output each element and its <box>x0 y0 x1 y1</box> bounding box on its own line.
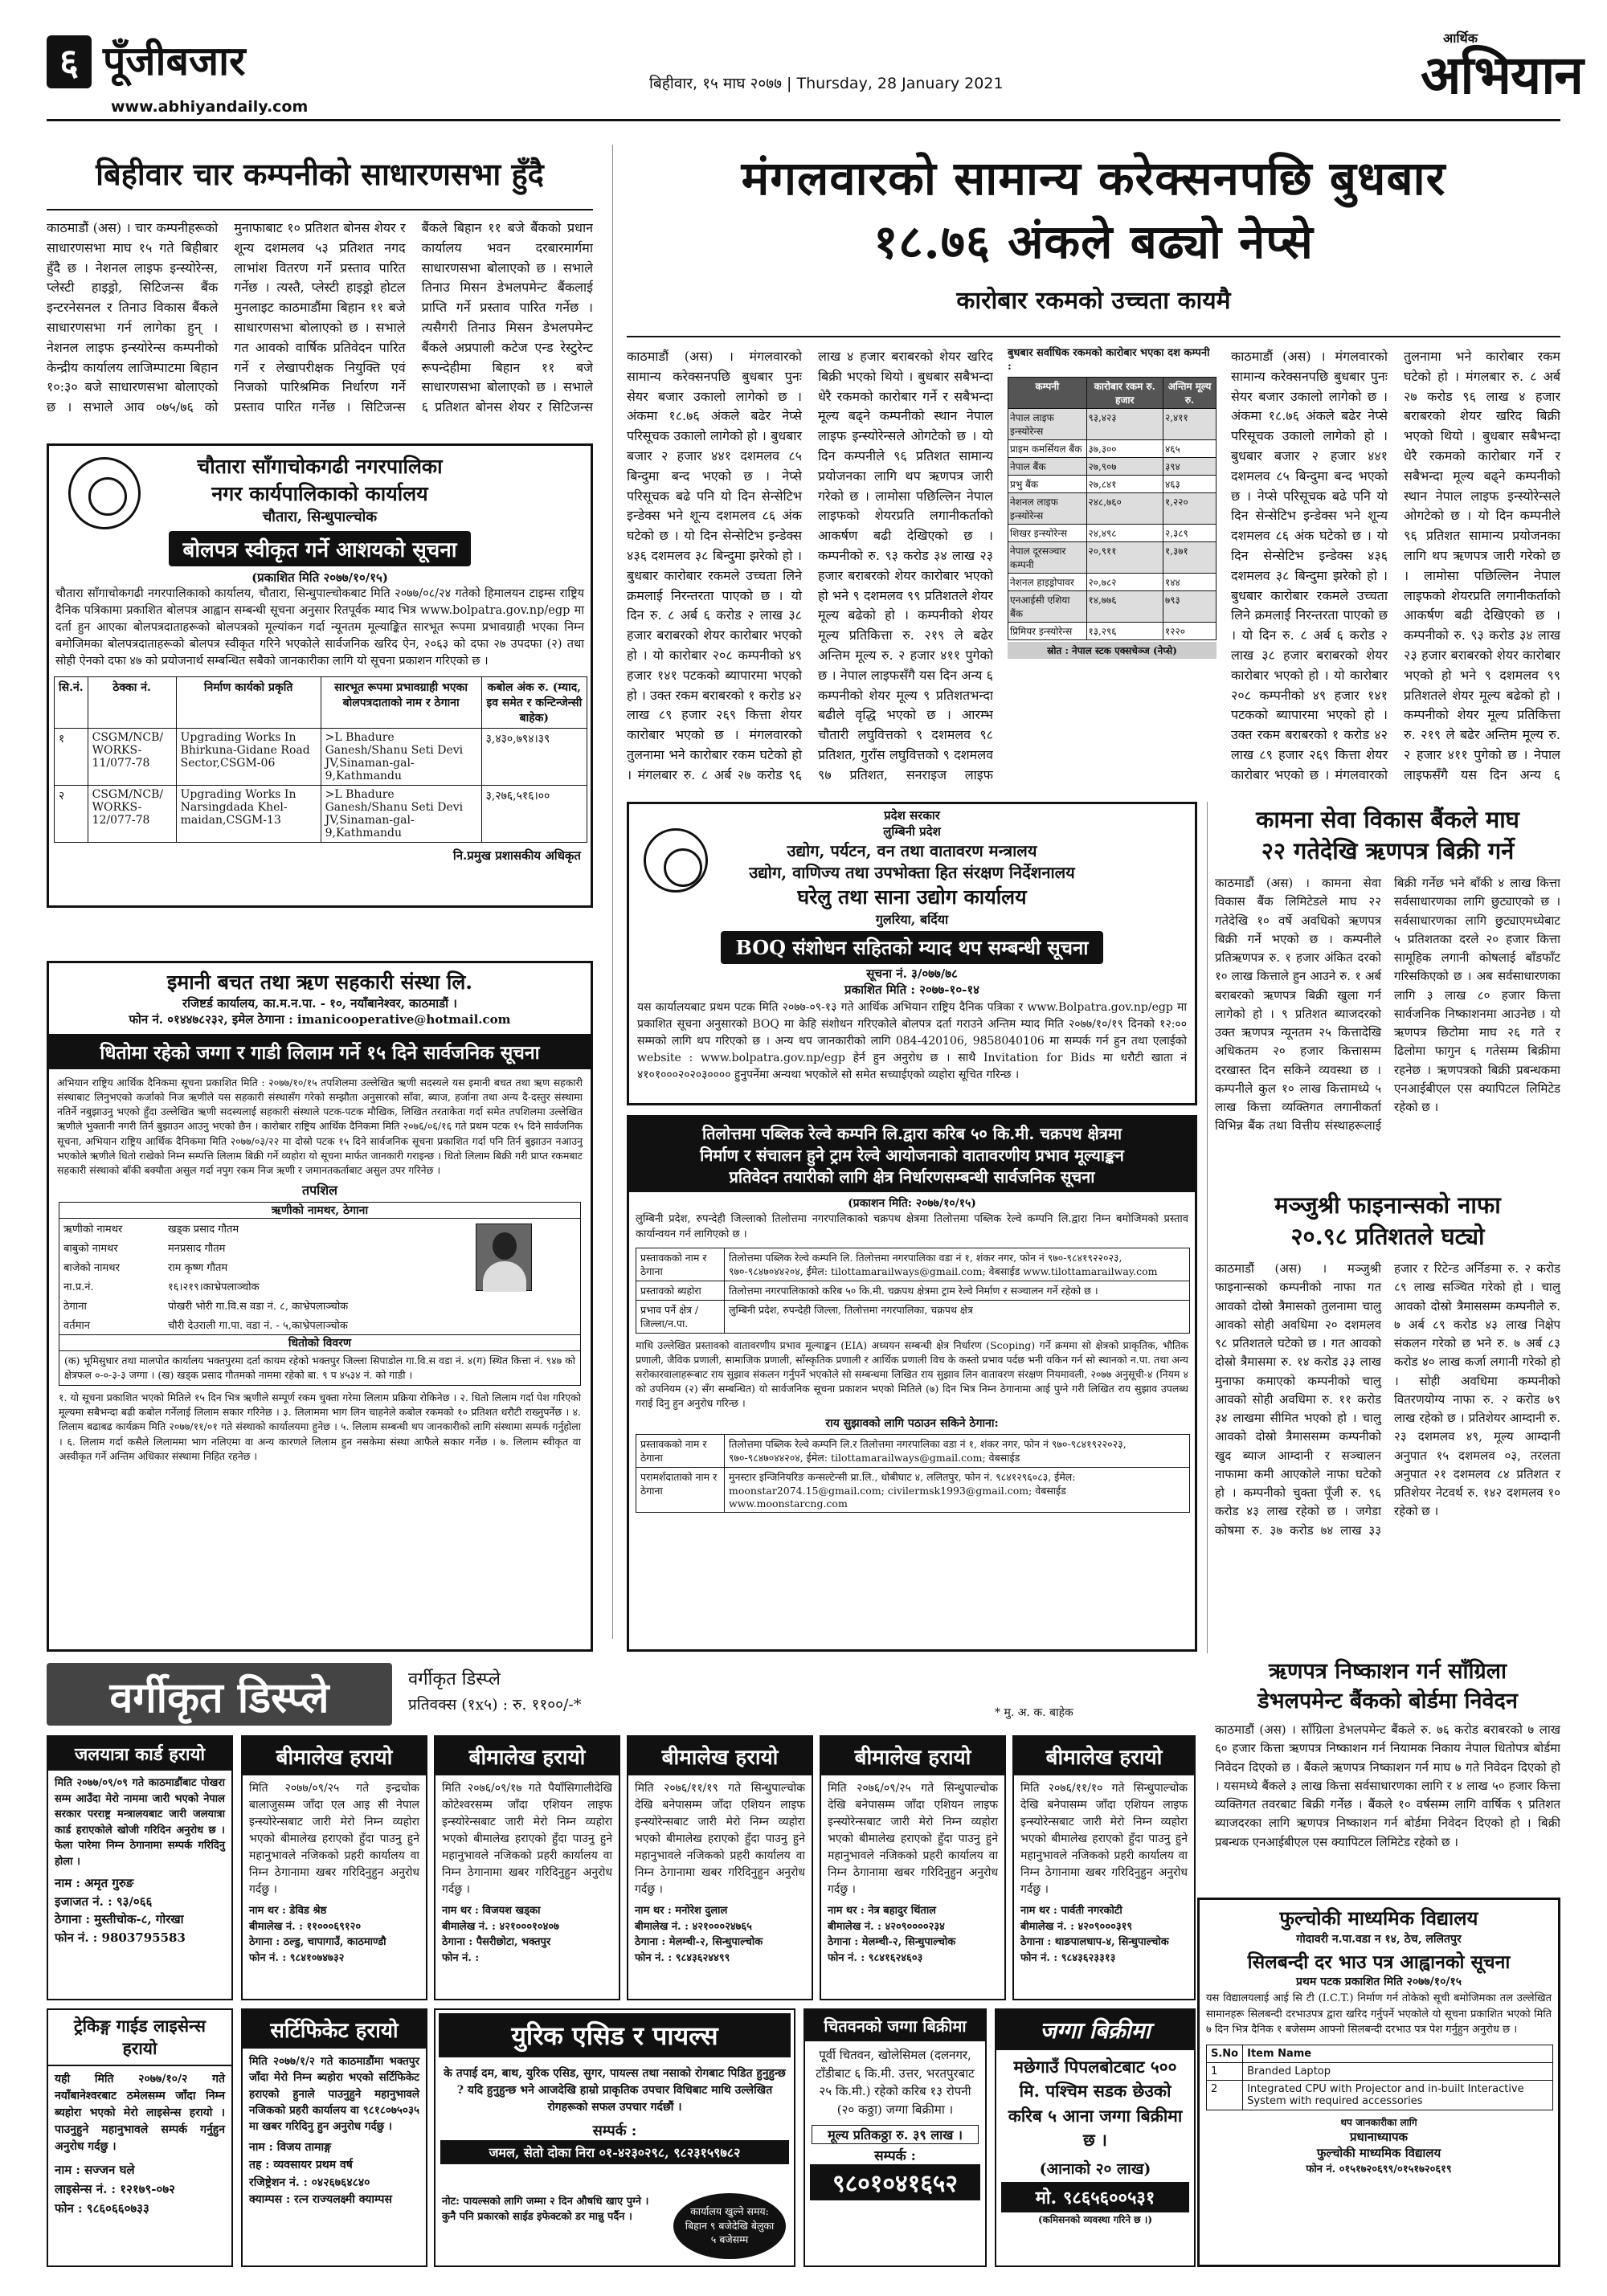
ad-detail: बीमालेख नं. : ४२०९००००२३४ <box>828 1920 945 1933</box>
phulchoki-signature-2: फुल्चोकी माध्यमिक विद्यालय <box>1316 2145 1441 2160</box>
tilottama-title-2: निर्माण र संचालन हुने ट्राम रेल्वे आयोजनाको वातावरणीय प्रभाव मूल्याङ्कन <box>700 1146 1124 1165</box>
ad-title: युरिक एसिड र पायल्स <box>439 2013 791 2057</box>
table-cell: १,२२० <box>1163 492 1216 524</box>
sangrila-headline-2: डेभलपमेन्ट बैंकको बोर्डमा निवेदन <box>1257 1689 1518 1714</box>
ad-body: मिति २०७६/११/१९ गते सिन्धुपाल्चोक देखि बनेपासम्म जाँदा एशियन लाइफ इन्स्योरेन्सबाट जारी मेरो निम्न व्यहोरा भएको बीमालेख हराएको हुँदा पाउनु हुने महानुभावले नजिकको प्रहरी कार्यालय वा निम्न ठेगानामा खबर गरिदिनुहुन अनुरोध गर्दछु । <box>635 1782 805 1896</box>
lead-subhead: कारोबार रकमको उच्चता कायमै <box>956 287 1231 315</box>
chautara-org1: चौतारा साँगाचोकगढी नगरपालिका <box>197 455 443 478</box>
chautara-notice <box>47 443 593 908</box>
chautara-body: चौतारा साँगाचोकगढी नगरपालिकाको कार्यालय, चौतारा, सिन्धुपाल्चोकबाट मिति २०७७/०८/२४ गतेको हिमालयन टाइम्स राष्ट्रिय दैनिक पत्रिकामा प्रकाशित बोलपत्र आह्वान सम्बन्धी सूचना अनुसार रितपूर्वक म्याद भित्र www.bolpatra.gov.np/egp मा दर्ता हुन आएका बोलपत्रदाताहरूको बोलपत्रको मूल्यांकन गर्दा न्यूनतम मूल्याङ्कित सारभूत रूपमा प्रभावग्राही भएका निम्न बमोजिमका बोलपत्रदाताहरूको बोलपत्र स्वीकृत गरिने भएकोले सार्वजनिक खरिद ऐन, २०६३ को दफा २७ उपदफा (२) तथा सोही ऐनको दफा ४७ को प्रयोजनार्थ सम्बन्धित सबैको जानकारीका लागि यो सूचना प्रकाशन गरिएको छ । <box>55 587 584 668</box>
boq-notice-no: सूचना नं. ३/०७७/७८ <box>866 966 958 981</box>
ad-title: बीमालेख हरायो <box>821 1737 1004 1775</box>
table-cell: २४८,७६० <box>1086 492 1163 524</box>
lead-body-right: काठमाडौं (अस) । मंगलवारको सामान्य करेक्सनपछि बुधबार पुनः सेयर बजार उकालो लागेको छ । अंकमा १८.७६ अंकले बढेर नेप्से परिसूचक उकालो लागेको हो । बुधबार बजार २ हजार ४४१ दशमलव ८५ बिन्दुमा बन्द भएको छ । नेप्से परिसूचक बढे पनि यो दिन सेन्सेटिभ इन्डेक्स भने शून्य दशमलव ८६ अंक घटेको छ । यो दिन सेन्सेटिभ इन्डेक्स ४३६ दशमलव ३८ बिन्दुमा झरेको हो । बुधबार कारोबार रकमले उच्चता लिने क्रमलाई निरन्तरता पाएको छ । यो दिन रु. ८ अर्ब ६ करोड २ लाख ३८ हजार बराबरको शेयर कारोबार भएको हो । यो कारोबार २०८ कम्पनीको ४९ हजार १४१ पटकको ब्यापारमा भएको हो । उक्त रकम बराबरको १ करोड ४२ लाख ८९ हजार २६९ कित्ता शेयर कारोबार भएको छ । मंगलवारको तुलनामा भने कारोबार रकम घटेको हो । मंगलबार रु. ८ अर्ब २७ करोड ९६ लाख ४ हजार बराबरको शेयर खरिद बिक्री भएको थियो । बुधबार सबैभन्दा धेरै रकमको कारोबार गर्ने र सबैभन्दा मूल्य बढ्ने कम्पनीको स्थान नेपाल लाइफ इन्स्योरेन्सले ओगटेको छ । यो दिन कम्पनीले ९६ प्रतिशत सामान्य प्रयोजनका लागि थप ऋणपत्र जारी गरेको छ । लामोसा पछिल्लिन नेपाल लाइफको शेयरप्रति लगानीकर्ताको आकर्षण बढी देखिएको छ । कम्पनीको रु. ९३ करोड ३४ लाख २३ हजार बराबरको शेयर कारोबार भएको हो भने ९ दशमलव ९९ प्रतिशतले शेयर मूल्य बढेको हो । कम्पनीको शेयर मूल्य प्रतिकित्ता रु. २१९ ले बढेर अन्तिम मूल्य रु. २ हजार ४११ पुगेको छ । नेपाल लाइफसँगै यस दिन अन्य ६ <box>1231 349 1560 782</box>
ad-detail: ठेगाना : पैसरीछोटा, भक्तपुर <box>442 1936 551 1948</box>
phulchoki-note: थप जानकारीका लागि <box>1340 2116 1417 2128</box>
boq-l3: उद्योग, पर्यटन, वन तथा वातावरण मन्त्रालय <box>787 841 1037 860</box>
phulchoki-title: सिलबन्दी दर भाउ पत्र आह्वानको सूचना <box>1247 1951 1511 1973</box>
table-cell: १२२० <box>1163 622 1216 639</box>
ad-title: चितवनको जग्गा बिक्रीमा <box>805 2010 985 2041</box>
ad-title: बीमालेख हरायो <box>435 1737 619 1775</box>
tilottama-addr-heading: राय सुझावको लागि पठाउन सकिने ठेगाना: <box>825 1417 999 1431</box>
table-row <box>1008 492 1216 524</box>
ad-title: बीमालेख हरायो <box>1014 1737 1194 1775</box>
table-cell: २,३८९ <box>1163 524 1216 541</box>
lead-article <box>627 145 1560 795</box>
classified-ad-jalyatra <box>47 1735 233 2000</box>
table-cell: तिलोत्तमा नगरपालिकाको करिब ५० कि.मी. चक्रपथ क्षेत्रमा ट्राम रेल्वे निर्माण र सञ्चालन गर्ने रहेको छ । <box>725 1281 1190 1300</box>
chautara-th-3: सारभूत रूपमा प्रभावग्राही भएका बोलपत्रदाताको नाम र ठेगाना <box>321 677 481 729</box>
table-row <box>1207 2080 1553 2110</box>
table-cell: ७९३ <box>1163 590 1216 622</box>
table-row <box>636 1300 1190 1333</box>
table-cell: बाजेको नामथर <box>63 1261 120 1274</box>
ad-body: मछेगाउँ पिपलबोटबाट ५०० मि. पश्चिम सडक छेउको करिब ५ आना जग्गा बिक्रीमा छ । <box>1008 2057 1183 2151</box>
agm-body: काठमाडौं (अस) । चार कम्पनीहरूको साधारणसभा माघ १५ गते बिहीबार हुँदै छ । नेशनल लाइफ इन्स्योरेन्स, प्लेस्टी हाइड्रो, सिटिजन्स बैंक इन्टरनेसनल र तिनाउ विकास बैंकले साधारणसभा गर्न लागेका हुन् । नेशनल लाइफ इन्स्योरेन्स कम्पनीको केन्द्रीय कार्यालय लाजिम्पाटमा बिहान १०:३० बजे साधारणसभा बोलाएको छ । सभाले आव ०७५/७६ को मुनाफाबाट १० प्रतिशत बोनस शेयर र शून्य दशमलव ५३ प्रतिशत नगद लाभांश वितरण गर्ने प्रस्ताव पारित गर्नेछ । त्यस्तै, प्लेस्टी हाइड्रो होटल मुनलाइट काठमाडौंमा बिहान ११ बजे साधारणसभा बोलाएको छ । सभाले गत आवको वार्षिक प्रतिवेदन पारित गर्ने र लेखापरीक्षक नियुक्ति एवं निजको पारिश्रमिक निर्धारण गर्ने प्रस्ताव पारित गर्नेछ । सिटिजन्स बैंकले बिहान ११ बजे बैंकको प्रधान कार्यालय भवन दरबारमार्गमा साधारणसभा बोलाएको छ । सभाले तिनाउ मिसन डेभलपमेन्ट बैंकलाई प्राप्ति गर्ने प्रस्ताव पारित गर्नेछ । त्यसैगरी तिनाउ मिसन डेभलपमेन्ट बैंकले अप्रपाली कटेज एन्ड रेस्टुरेन्ट रूपन्देहीमा बिहान ११ बजे साधारणसभा बोलाएको छ । सभाले ६ प्रतिशत बोनस शेयर र सिटिजन्स <box>47 220 593 415</box>
ad-title: ट्रेकिङ्ग गाईड लाइसेन्स हरायो <box>48 2010 231 2066</box>
classified-ad-bimalekh-5 <box>1012 1735 1196 2000</box>
table-cell: वर्तमान <box>63 1319 90 1332</box>
phulchoki-signature-1: प्रधानाध्यापक <box>1349 2129 1409 2144</box>
manjushree-headline-1: मञ्जुश्री फाइनान्सको नाफा <box>1274 1191 1501 1219</box>
table-row <box>1008 622 1216 639</box>
ad-phone: ९८०१०४१६५२ <box>810 2164 980 2200</box>
ad-detail: ठेगाना : मेलम्ची-२, सिन्धुपाल्चोक <box>828 1936 956 1948</box>
table-cell: ३,४३०,७९४।३९ <box>481 729 587 786</box>
table-cell: प्राइम कमर्सियल बैंक <box>1008 439 1087 457</box>
classified-ad-bimalekh-4 <box>820 1735 1006 2000</box>
table-row <box>1008 590 1216 622</box>
manjushree-body: काठमाडौं (अस) । मञ्जुश्री फाइनान्सको कम्पनीको नाफा गत आवको दोस्रो त्रैमासको तुलनामा चालु आवको सोही अवधिमा २० दशमलव ९८ प्रतिशतले घटेको छ । गत आवको दोस्रो त्रैमासमा रु. १४ करोड ३३ लाख मुनाफा कमाएको कम्पनीको चालु आवको सोही अवधिमा रु. ११ करोड ३४ लाखमा सीमित भएको हो । चालु आवको दोस्रो त्रैमाससम्म कम्पनीको खुद ब्याज आम्दानी र सञ्चालन नाफामा कमी आएकोले नाफा घटेको हो । कम्पनीको चुक्ता पूँजी रु. ९६ करोड ४३ लाख रहेको छ । जगेडा कोषमा रु. ३७ करोड ७४ लाख ३३ हजार र रिटेन्ड अर्निङमा रु. २ करोड ८९ लाख सञ्चित गरेको हो । चालु आवको दोस्रो त्रैमाससम्म कम्पनीले रु. ७ अर्ब ८९ करोड ४३ लाख निक्षेप संकलन गरेको छ भने रु. ७ अर्ब ८३ करोड ४० लाख कर्जा लगानी गरेको हो । सोही अवधिमा कम्पनीको वितरणयोग्य नाफा रु. २ करोड ७९ लाख रहेको छ । प्रतिशेयर आम्दानी रु. २३ दशमलव ४९, मूल्य आम्दानी अनुपात १५ दशमलव ०३, तरलता अनुपात २१ दशमलव ८४ प्रतिशत र प्रतिशेयर नेटवर्थ रु. १४२ दशमलव १० रहेको छ । <box>1215 1261 1560 1538</box>
tilottama-notice <box>627 1115 1197 1652</box>
column-divider <box>612 145 613 1639</box>
chautara-table <box>54 676 587 843</box>
classified-ad-bimalekh-2 <box>434 1735 620 2000</box>
ad-body: मिति २०७७/१/२ गते काठमाडौंमा भक्तपुर जाँदा मेरो निम्न ब्यहोरा भएको सर्टिफिकेट हराएको हुनाले पाउनुहुने महानुभावले नजिकको प्रहरी कार्यालय वा ९८१८०७५०३५ मा खबर गरिदिनु हुन अनुरोध गर्दछु । <box>249 2055 419 2133</box>
boq-body: यस कार्यालयबाट प्रथम पटक मिति २०७७-०९-१३ गते आर्थिक अभियान राष्ट्रिय दैनिक पत्रिका र www.Bolpatra.gov.np/egp मा प्रकाशित सूचना अनुसारको BOQ मा केहि संशोधन गरिएकोले बोलपत्र दर्ता गराउने अन्तिम म्याद मिति २०७७/१०/१९ दिनको १२:०० सम्मको लागि थप गरिएको छ । अन्य थप जानकारीको लागि 084-420106, 9858040106 मा सम्पर्क गर्न हुन तथा एलाईको website : www.bolpatra.gov.np/egp हेर्न हुन अनुरोध छ । साथै Invitation for Bids मा धरौटी खाता नं ४१०१०००२०२०३०००० हुनुपर्नेमा अन्यथा भएकोले सो समेत सच्याईएको व्यहोरा सूचित गरिन्छ । <box>637 1001 1187 1081</box>
table-cell: २०,७८२ <box>1086 573 1163 590</box>
emblem-icon <box>644 828 708 893</box>
tilottama-intro: लुम्बिनी प्रदेश, रुपन्देही जिल्लाको तिलोत्तमा नगरपालिकाको चक्रपथ क्षेत्रमा तिलोत्तमा पब्लिक रेल्वे कम्पनि लि.द्वारा निम्न बमोजिमको प्रस्ताव कार्यान्वयन गर्न लागिएको छ । <box>636 1213 1188 1240</box>
table-row <box>59 1315 437 1334</box>
table-cell: Branded Laptop <box>1243 2062 1553 2080</box>
ad-detail: नाम थर : पार्वती नगरकोटी <box>1020 1905 1122 1917</box>
table-row <box>1008 475 1216 492</box>
kamana-headline-1: कामना सेवा विकास बैंकले माघ <box>1256 806 1519 833</box>
table-cell: मनप्रसाद गौतम <box>168 1242 226 1255</box>
table-cell: २,४११ <box>1163 408 1216 439</box>
classified-ad-chitwan <box>804 2008 987 2267</box>
table-cell: शिखर इन्स्योरेन्स <box>1008 524 1087 541</box>
lead-th-1: कारोबार रकम रु. हजार <box>1086 377 1163 408</box>
table-row <box>636 1281 1190 1300</box>
phulchoki-th-1: Item Name <box>1243 2045 1553 2062</box>
subhead-rule <box>627 336 1560 337</box>
ad-body: मिति २०७६/११/१० गते सिन्धुपाल्चोक देखि बनेपासम्म जाँदा एशियन लाइफ इन्स्योरेन्सबाट जारी मेरो निम्न व्यहोरा भएको बीमालेख हराएको हुँदा पाउनु हुने महानुभावले नजिकको प्रहरी कार्यालय वा निम्न ठेगानामा खबर गरिदिनुहुन अनुरोध गर्दछु । <box>1020 1782 1188 1896</box>
table-cell: प्रभाव पर्ने क्षेत्र /जिल्ला/न.पा. <box>636 1300 725 1333</box>
tilottama-body: माथि उल्लेखित प्रस्तावको वातावरणीय प्रभाव मूल्याङ्कन (EIA) अध्ययन सम्बन्धी क्षेत्र निर्धारण (Scoping) गर्ने क्रममा सो क्षेत्रको प्राकृतिक, भौतिक प्रणाली, जैविक प्रणाली, सामाजिक प्रणाली, साँस्कृतिक प्रणाली र आर्थिक प्रणाली विच के कस्तो प्रभाव पर्दछ भनी यकिन गर्न सो स्थानको न.पा. तथा अन्य सरोकारवालाहरूबाट राय सुझाव संकलन गर्नुपर्ने भएकोले सो सम्बन्धमा लिखित राय सुझाव लिन वातावरण संरक्षण नियमावली, २०७७ अनुसूची-४ (नियम ४ को उपनियम (२) सँग सम्बन्धित) यो सार्वजनिक सूचना प्रकाशन भएको मितिले (७) दिन भित्र निम्न ठेगानामा आई पुग्ने गरी लिखित राय सुझाव उपलब्ध गराई दिनु हुन अनुरोध गरिन्छ । <box>636 1338 1188 1410</box>
chautara-org3: चौतारा, सिन्धुपाल्चोक <box>262 509 378 525</box>
table-cell: 2 <box>1207 2080 1243 2110</box>
lead-table-box <box>1008 347 1216 656</box>
sangrila-body: काठमाडौं (अस) । साँग्रिला डेभलपमेन्ट बैंकले रु. ७६ करोड बराबरको ७ लाख ६० हजार कित्ता ऋणपत्र निष्काशन गर्न नियामक निकाय नेपाल धितोपत्र बोर्डमा निवेदन दिएको छ । बैंकले ऋणपत्र निष्काशन गर्न माघ ७ गते निवेदन दिएको हो । यसमध्ये बैंकले ३ लाख कित्ता सर्वसाधारणका लागि र ४ लाख ५० हजार कित्ता व्यक्तिगत तवरबाट बिक्री गर्नेछ । बैंकले १० वर्षसम्म लागि वार्षिक ९ प्रतिशत ब्याजदरका लागि ऋणपत्र निष्काशन गर्न बोर्डमा निवेदन दिएको हो । बिक्री प्रबन्धक एनआईबीएल एस क्यापिटल लिमिटेड रहेको छ । <box>1215 1722 1560 1849</box>
masthead <box>47 29 1583 117</box>
imani-collateral-heading: धितोको विवरण <box>59 1334 580 1351</box>
table-cell: ३,२७६,५१६।०० <box>481 786 587 843</box>
agm-headline: बिहीवार चार कम्पनीको साधारणसभा हुँदै <box>96 156 544 192</box>
boq-l2: लुम्बिनी प्रदेश <box>883 824 941 839</box>
sangrila-article <box>1215 1655 1560 1890</box>
table-row <box>1008 573 1216 590</box>
lead-table-title: बुधबार सर्वाधिक रकमको कारोबार भएका दश कम्पनी : <box>1008 347 1210 373</box>
boq-l4: उद्योग, वाणिज्य तथा उपभोक्ता हित संरक्षण निर्देशनालय <box>749 863 1075 882</box>
ad-note: नोट: पायल्सको लागि जम्मा २ दिन औषधि खाए पुग्ने । कुनै पनि प्रकारको साईड इफेक्टको डर मान्नु पर्दैन । <box>442 2196 649 2223</box>
ad-detail: नाम थर : मनोरेश दुलाल <box>635 1905 728 1917</box>
avatar-icon <box>493 1232 517 1260</box>
chautara-th-2: निर्माण कार्यको प्रकृति <box>176 677 321 729</box>
manjushree-article <box>1215 1189 1560 1607</box>
ad-body: मिति २०७६/०९/१७ गते पैयाँसिगालीदेखि कोटेश्वरसम्म जाँदा एशियन लाइफ इन्स्योरेन्सबाट जारी मेरो निम्न व्यहोरा भएको बीमालेख हराएको हुँदा पाउनु हुने महानुभावले नजिकको प्रहरी कार्यालय वा निम्न ठेगानामा खबर गरिदिनुहुन अनुरोध गर्दछु । <box>442 1782 612 1896</box>
ad-detail: लाइसेन्स नं. : १२१७९-०७२ <box>55 2182 175 2196</box>
masthead-rule <box>47 119 1560 121</box>
boq-l1: प्रदेश सरकार <box>884 808 940 823</box>
table-cell: 1 <box>1207 2062 1243 2080</box>
classified-ad-certificate <box>241 2008 427 2267</box>
table-cell: ठेगाना <box>63 1300 87 1313</box>
ad-detail: नाम थर : विजयश खड्का <box>442 1905 541 1917</box>
tilottama-table <box>636 1248 1190 1334</box>
ad-body: मिति २०७७/०९/२५ गते इन्द्रचोक बालाजुसम्म जाँदा एल आइ सी नेपाल इन्स्योरेन्सबाट जारी मेरो निम्न व्यहोरा भएको बीमालेख हराएको हुँदा पाउनु हुने महानुभावले नजिकको प्रहरी कार्यालय वा निम्न ठेगानामा खबर गरिदिनुहुन अनुरोध गर्दछु । <box>249 1782 419 1896</box>
tilottama-title-3: प्रतिवेदन तयारीको लागि क्षेत्र निर्धारणसम्बन्धी सार्वजनिक सूचना <box>729 1167 1095 1187</box>
agm-article <box>47 153 593 442</box>
table-cell: प्रस्तावकको नाम र ठेगाना <box>636 1248 725 1281</box>
table-cell: ९३,४२३ <box>1086 408 1163 439</box>
classified-ad-bimalekh-1 <box>241 1735 427 2000</box>
lead-body-left: काठमाडौं (अस) । मंगलवारको सामान्य करेक्सनपछि बुधबार पुनः सेयर बजार उकालो लागेको छ । अंकमा १८.७६ अंकले बढेर नेप्से परिसूचक उकालो लागेको हो । बुधबार बजार २ हजार ४४१ दशमलव ८५ बिन्दुमा बन्द भएको छ । नेप्से परिसूचक बढे पनि यो दिन सेन्सेटिभ इन्डेक्स भने शून्य दशमलव ८६ अंक घटेको छ । यो दिन सेन्सेटिभ इन्डेक्स ४३६ दशमलव ३८ बिन्दुमा झरेको हो । बुधबार कारोबार रकमले उच्चता लिने क्रमलाई निरन्तरता पाएको छ । यो दिन रु. ८ अर्ब ६ करोड २ लाख ३८ हजार बराबरको शेयर कारोबार भएको हो । यो कारोबार २०८ कम्पनीको ४९ हजार १४१ पटकको ब्यापारमा भएको हो । उक्त रकम बराबरको १ करोड ४२ लाख ८९ हजार २६९ कित्ता शेयर कारोबार भएको छ । मंगलवारको तुलनामा भने कारोबार रकम घटेको हो । मंगलबार रु. ८ अर्ब २७ करोड ९६ लाख ४ हजार बराबरको शेयर खरिद बिक्री भएको थियो । बुधबार सबैभन्दा धेरै रकमको कारोबार गर्ने र सबैभन्दा मूल्य बढ्ने कम्पनीको स्थान नेपाल लाइफ इन्स्योरेन्सले ओगटेको छ । यो दिन कम्पनीले ९६ प्रतिशत सामान्य प्रयोजनका लागि थप ऋणपत्र जारी गरेको छ । लामोसा पछिल्लिन नेपाल लाइफको शेयरप्रति लगानीकर्ताको आकर्षण बढी देखिएको छ । कम्पनीको रु. ९३ करोड ३४ लाख २३ हजार बराबरको शेयर कारोबार भएको हो भने ९ दशमलव ९९ प्रतिशतले शेयर मूल्य बढेको हो । कम्पनीको शेयर मूल्य प्रतिकित्ता रु. २१९ ले बढेर अन्तिम मूल्य रु. २ हजार ४११ पुगेको छ । नेपाल लाइफसँगै यस दिन अन्य ६ कम्पनीको शेयर मूल्य ९ प्रतिशतभन्दा बढीले वृद्धि भएको छ । आरम्भ चौतारी लघुवित्तको ९ दशमलव ९८ प्रतिशत, गुराँस लघुवित्तको ९ दशमलव ९७ प्रतिशत, सनराइज लाइफ <box>627 349 993 782</box>
boq-l6: गुलरिया, बर्दिया <box>875 912 949 927</box>
logo-sub: आर्थिक <box>1443 31 1478 46</box>
phulchoki-notice <box>1197 1898 1560 2267</box>
classified-ad-uric <box>434 2008 795 2267</box>
chautara-title: बोलपत्र स्वीकृत गर्ने आशयको सूचना <box>169 531 472 566</box>
ad-hours: कार्यालय खुल्ने समय: बिहान ९ बजेदेखि बेलुका ५ बजेसम्म <box>673 2193 786 2259</box>
ad-detail: रजिष्ट्रेशन नं. : ०४२६७६४८४० <box>249 2175 370 2189</box>
table-cell: खड्क प्रसाद गौतम <box>168 1223 239 1236</box>
lead-th-2: अन्तिम मूल्य रु. <box>1163 377 1216 408</box>
imani-details-label: तपशिल <box>301 1182 338 1198</box>
table-row <box>1008 408 1216 439</box>
table-cell: नेपाल दूरसञ्चार कम्पनी <box>1008 541 1087 573</box>
table-row <box>1008 457 1216 475</box>
imani-notice <box>47 961 593 1652</box>
ad-detail: नाम : अमृत गुरुङ <box>55 1876 134 1890</box>
ad-detail: बीमालेख नं. : ४२१०००२४७६५ <box>635 1920 752 1933</box>
table-cell: २४,४९८ <box>1086 524 1163 541</box>
ad-body: के तपाई दम, बाथ, युरिक एसिड, सुगर, पायल्स तथा नसाको रोगबाट पिडित हुनुहुन्छ ? यदि हुनुहुन्छ भने आजदेखि हाम्रो प्राकृतिक उपचार विधिबाट माथि उल्लेखित रोगहरूको सफल उपचार गर्दछौं । <box>444 2067 786 2114</box>
table-row <box>636 1248 1190 1281</box>
ad-contact-label: सम्पर्क : <box>874 2148 916 2164</box>
ad-detail: नाम थर : नेत्र बहादुर थिंताल <box>828 1905 936 1917</box>
table-cell: ४६५ <box>1163 439 1216 457</box>
table-cell: १४,७७६ <box>1086 590 1163 622</box>
logo: अभियान <box>1421 43 1583 106</box>
ad-contact: जमल, सेतो दोका निरा ०१-४२३०२९८, ९८२३१५९७८२ <box>440 2140 789 2164</box>
table-row <box>59 1238 437 1257</box>
date-line: बिहीवार, १५ माघ २०७७ | Thursday, 28 January 2021 <box>649 75 1004 92</box>
ad-phone: मो. ९८६५६००५३१ <box>1001 2182 1189 2212</box>
table-row <box>1008 439 1216 457</box>
table-row <box>55 729 587 786</box>
table-cell: मुनस्टार इन्जिनियरिङ कन्सल्टेन्सी प्रा.लि., धोबीघाट ४, ललितपुर, फोन नं. ९८४१२९६०८३, ईमेल: moonstar2074.15@gmail.com; civilermsk1993@gmail.com; वेबसाईड www.moonstarcng.com <box>725 1468 1190 1513</box>
table-cell: एनआईसी एशिया बैंक <box>1008 590 1087 622</box>
tilottama-date: (प्रकाशन मिति: २०७७/१०/१५) <box>848 1197 976 1210</box>
ad-price: मूल्य प्रतिकठ्ठा रु. ३९ लाख । <box>812 2125 979 2144</box>
lead-th-0: कम्पनी <box>1008 377 1087 408</box>
borrower-photo <box>476 1224 532 1291</box>
table-cell: नेशनल लाइफ इन्स्योरेन्स <box>1008 492 1087 524</box>
table-cell: १४४ <box>1163 573 1216 590</box>
imani-borrower-heading: ऋणीको नामथर, ठेगाना <box>59 1203 580 1219</box>
page-number: ६ <box>47 35 92 88</box>
table-row <box>59 1296 437 1315</box>
kamana-article <box>1215 803 1560 1173</box>
boq-notice <box>627 802 1197 1105</box>
column-divider <box>1207 802 1208 1653</box>
kamana-body: काठमाडौं (अस) । कामना सेवा विकास बैंक लिमिटेडले माघ २२ गतेदेखि १० वर्षे अवधिको ऋणपत्र बिक्री गर्ने भएको छ । कम्पनीले प्रतिऋणपत्र रु. १ हजार अंकित दरको १० लाख कित्ताले हुन आउने रु. १ अर्ब बराबरको ऋणपत्र बिक्री खुला गर्न लागेको हो । ९ प्रतिशत ब्याजदरको उक्त ऋणपत्र न्यूनतम २५ कित्तादेखि अधिकतम २० हजार कित्तासम्म दरखास्त दिन सकिने व्यवस्था छ । कम्पनीले कुल १० लाख कित्तामध्ये ५ लाख कित्ता व्यक्तिगत लगानीकर्ता विभिन्न बैंक तथा वित्तीय संस्थाहरूलाई बिक्री गर्नेछ भने बाँकी ४ लाख कित्ता सर्वसाधारणका लागि छुट्याएको छ । सर्वसाधारणका लागि छुट्याएमध्येबाट ५ प्रतिशतका दरले २० हजार कित्ता सामूहिक लगानी कोषलाई बाँडफाँट गरिसकिएको छ । अब सर्वसाधारणका लागि ३ लाख ८० हजार कित्ता सार्वजनिक निष्काशनमा आउनेछ । यो ऋणपत्र छिटोमा माघ २६ गते र ढिलोमा फागुन ६ गतेसम्म बिक्रीमा रहनेछ । ऋणपत्रको बिक्री प्रबन्धकमा एनआईबीएल एस क्यापिटल लिमिटेड रहेको छ । <box>1215 876 1560 1134</box>
table-cell: चौरी देउराली गा.पा. वडा नं. - ५,काभ्रेपलाञ्चोक <box>168 1319 348 1332</box>
table-cell: Upgrading Works In Bhirkuna-Gidane Road Sector,CSGM-06 <box>176 729 321 786</box>
table-cell: ऋणीको नामथर <box>63 1223 123 1236</box>
ad-detail: नाम : विजय तामाङ्ग <box>249 2141 331 2155</box>
tilottama-title-1: तिलोत्तमा पब्लिक रेल्वे कम्पनि लि.द्वारा करिब ५० कि.मी. चक्रपथ क्षेत्रमा <box>701 1124 1122 1143</box>
lead-headline-2: १८.७६ अंकले बढ्यो नेप्से <box>873 214 1314 269</box>
chautara-signature: नि.प्रमुख प्रशासकीय अधिकृत <box>452 848 581 864</box>
classified-rate-note: * मु. अ. क. बाहेक <box>995 1706 1073 1719</box>
ad-detail: फोन : ९८६०६६०७३३ <box>55 2201 149 2216</box>
table-cell: CSGM/NCB/ WORKS-11/077-78 <box>88 729 176 786</box>
ad-detail: ठेगाना : ठल्डु, चापागाउँ, काठमाण्डौ <box>249 1936 386 1948</box>
table-cell: प्रिमियर इन्स्योरेन्स <box>1008 622 1087 639</box>
table-cell: १ <box>55 729 88 786</box>
table-cell: ४६३ <box>1163 475 1216 492</box>
website[interactable]: www.abhiyandaily.com <box>111 98 309 116</box>
table-cell: तिलोत्तमा पब्लिक रेल्वे कम्पनि लि.र तिलोत्तमा नगरपालिका वडा नं १, शंकर नगर, फोन नं ९७०-९८४१९२२०२३, ९७०-९८४७०४४२०४, ईमेल: tilottamarailways@gmail.com; वेबसाईड <box>725 1435 1190 1468</box>
emblem-icon <box>68 457 141 529</box>
table-cell: ३७,३०० <box>1086 439 1163 457</box>
ad-detail: फोन नं. : ९८४१६२४६०३ <box>828 1951 923 1964</box>
ad-title: बीमालेख हरायो <box>243 1737 426 1775</box>
table-row <box>1008 541 1216 573</box>
phulchoki-date: प्रथम पटक प्रकाशित मिति २०७७/१०/१५ <box>1295 1975 1462 1988</box>
ad-body: मिति २०७७/०९/०९ गते काठमाडौंबाट पोखरा सम्म आउँदा मेरो नाममा जारी भएको नेपाल सरकार परराष्ट्र मन्त्रालयबाट जारी जलयात्रा कार्ड हराएकोले खोजी गरिदिन अनुरोध छ । फेला पारेमा निम्न ठेगानामा सम्पर्क गरिदिनु होला । <box>55 1777 225 1868</box>
ad-detail: बीमालेख नं. : ११०००६९१२० <box>249 1920 362 1933</box>
imani-contact: फोन नं. ०१४४७८२३२, इमेल ठेगाना : imanicooperative@hotmail.com <box>129 1012 511 1027</box>
classified-ad-trekking <box>47 2008 233 2267</box>
table-cell: नेपाल लाइफ इन्स्योरेन्स <box>1008 408 1087 439</box>
section-title: पूँजीबजार <box>103 37 246 84</box>
table-row <box>55 786 587 843</box>
ad-body: मिति २०७६/०९/२५ गते सिन्धुपाल्चोक देखि बनेपासम्म जाँदा एशियन लाइफ इन्स्योरेन्सबाट जारी मेरो निम्न व्यहोरा भएको बीमालेख हराएको हुँदा पाउनु हुने महानुभावले नजिकको प्रहरी कार्यालय वा निम्न ठेगानामा खबर गरिदिनुहुन अनुरोध गर्दछु । <box>828 1782 998 1896</box>
ad-title: बीमालेख हरायो <box>628 1737 812 1775</box>
table-cell: २७,९०७ <box>1086 457 1163 475</box>
manjushree-headline-2: २०.९८ प्रतिशतले घट्यो <box>1290 1223 1485 1250</box>
table-row <box>1207 2062 1553 2080</box>
ad-detail: फोन नं. : ९८४३६२४४९९ <box>635 1951 730 1964</box>
table-cell: परामर्शदाताको नाम र ठेगाना <box>636 1468 725 1513</box>
table-cell: लुम्बिनी प्रदेश, रुपन्देही जिल्ला, तिलोत्तमा नगरपालिका, चक्रपथ क्षेत्र <box>725 1300 1190 1333</box>
phulchoki-phone: फोन नं. ०१५१७२०६९९/०१५१७२०६१९ <box>1306 2163 1452 2175</box>
imani-terms: १. यो सूचना प्रकाशित भएको मितिले १५ दिन भित्र ऋणीले सम्पूर्ण रकम चुक्ता गरेमा लिलाम प्रक्रिया रोकिनेछ । २. धितो लिलाम गर्दा पेश गरिएको मूल्यमा सबैभन्दा बढी कबोल गर्नेलाई लिलाम सकार गरिनेछ । ३. लिलाममा भाग लिन चाहनेले कबोल रकमको १० प्रतिशत धरौटी राख्नुपर्नेछ । ४. लिलाम बढाबढ कार्यक्रम मिति २०७७/११/०१ गते संस्थाको कार्यालयमा हुनेछ । ५. लिलाम सम्बन्धी थप जानकारीको लागि संस्थामा सम्पर्क गर्नुहोला । ६. लिलाम गर्दा कसैले लिलाममा भाग नलिएमा वा अन्य कारणले लिलाम हुन नसकेमा संस्था आफैले सकार गर्नेछ । ७. लिलाम स्वीकृत वा अस्वीकृत गर्ने अन्तिम अधिकार संस्थामा निहित रहनेछ । <box>59 1391 581 1462</box>
table-cell: Upgrading Works In Narsingdada Khel-maidan,CSGM-13 <box>176 786 321 843</box>
chautara-th-0: सि.नं. <box>55 677 88 729</box>
imani-address: रजिष्टर्ड कार्यालय, का.म.न.पा. - १०, नयाँबानेश्वर, काठमाडौं । <box>182 996 457 1011</box>
table-cell: >L Bhadure Ganesh/Shanu Seti Devi JV,Sinaman-gal-9,Kathmandu <box>321 729 481 786</box>
boq-l5: घरेलु तथा साना उद्योग कार्यालय <box>797 885 1027 909</box>
agm-headline-rule <box>47 209 593 210</box>
table-cell: २०,९११ <box>1086 541 1163 573</box>
chautara-th-1: ठेक्का नं. <box>88 677 176 729</box>
classified-rate: प्रतिवक्स (१x५) : रु. ११००/-* <box>408 1696 582 1714</box>
table-cell: प्रस्तावकको नाम र ठेगाना <box>636 1435 725 1468</box>
table-cell: प्रभु बैंक <box>1008 475 1087 492</box>
ad-body: यही मिति २०७७/१०/२ गते नयाँबानेश्वरबाट ठमेलसम्म जाँदा निम्न ब्यहोरा भएको मेरो लाइसेन्स हरायो । पाउनुहुने महानुभावले सम्पर्क गर्नुहुन अनुरोध गर्दछु । <box>55 2073 225 2153</box>
ad-detail: बीमालेख नं. : ४२१०००१०४०७ <box>442 1920 559 1933</box>
table-cell: >L Bhadure Ganesh/Shanu Seti Devi JV,Sinaman-gal-9,Kathmandu <box>321 786 481 843</box>
table-row <box>59 1257 437 1277</box>
table-cell: नेपाल बैंक <box>1008 457 1087 475</box>
table-cell: नेशनल हाइड्रोपावर <box>1008 573 1087 590</box>
ad-detail: इजाजत नं. : ९३/०६६ <box>55 1894 153 1909</box>
table-cell: बाबुको नामथर <box>63 1242 118 1255</box>
table-row <box>636 1435 1190 1468</box>
table-cell: राम कृष्ण गौतम <box>168 1261 228 1274</box>
ad-body: पूर्वी चितवन, खोलेसिमल (दलनगर, टाँडीबाट ६ कि.मी. उत्तर, भरतपुरबाट २५ कि.मी.) रहेको करिब १३ रोपनी (२० कठ्ठा) जग्गा बिक्रीमा । <box>816 2048 975 2117</box>
ad-detail: फोन नं. : <box>442 1951 480 1964</box>
lead-table <box>1008 377 1216 640</box>
ad-note: (कमिसनको व्यवस्था गरिने छ ।) <box>1038 2213 1152 2225</box>
classified-banner <box>47 1663 1196 1726</box>
ad-detail: फोन नं. : 9803795583 <box>55 1930 186 1945</box>
sangrila-headline-1: ऋणपत्र निष्काशन गर्न साँग्रिला <box>1269 1659 1507 1684</box>
table-cell: २७,८४१ <box>1086 475 1163 492</box>
boq-title: BOQ संशोधन सहितको म्याद थप सम्बन्धी सूचना <box>721 931 1102 964</box>
phulchoki-address: गोदावरी न.पा.वडा न १४, ठेच, ललितपुर <box>1296 1933 1462 1946</box>
kamana-headline-2: २२ गतेदेखि ऋणपत्र बिक्री गर्ने <box>1261 837 1515 864</box>
ad-detail: ठेगाना : थाङपालधाप-४, सिन्धुपाल्चोक <box>1020 1936 1169 1948</box>
table-row <box>59 1219 437 1238</box>
chautara-date: (प्रकाशित मिति २०७७/१०/१५) <box>251 570 388 585</box>
lead-headline-1: मंगलवारको सामान्य करेक्सनपछि बुधबार <box>741 151 1446 206</box>
ad-title: सर्टिफिकेट हरायो <box>243 2010 426 2049</box>
ad-detail: तह : व्यवसायर प्रथम वर्ष <box>249 2158 353 2171</box>
ad-detail: ठेगाना : मुस्तीचोक-८, गोरखा <box>55 1912 184 1926</box>
table-cell: १,३७१ <box>1163 541 1216 573</box>
tilottama-addr-table <box>636 1434 1190 1513</box>
table-cell: ना.प्र.नं. <box>63 1281 94 1293</box>
lead-table-source: स्रोत : नेपाल स्टक एक्सचेञ्ज (नेप्से) <box>1008 642 1216 659</box>
ad-detail: ठेगाना : मेलम्ची-२, सिन्धुपाल्चोक <box>635 1936 763 1948</box>
phulchoki-table <box>1206 2045 1553 2110</box>
boq-date: प्रकाशित मिति : २०७७-१०-१४ <box>844 983 979 997</box>
chautara-org2: नगर कार्यपालिकाको कार्यालय <box>211 482 428 505</box>
chautara-th-4: कबोल अंक रु. (म्याद, इव समेत र कन्टिन्जेन्सी बाहेक) <box>481 677 587 729</box>
ad-detail: फोन नं. : ९८४१०७४७३२ <box>249 1951 345 1964</box>
table-row <box>59 1277 437 1296</box>
imani-collateral: (क) भूमिसुधार तथा मालपोत कार्यालय भक्तपुरमा दर्ता कायम रहेको भक्तपुर जिल्ला सिपाडोल गा.वि.स वडा नं. ४(ग) स्थित कित्ता नं. ९४७ को क्षेत्रफल ०-०-३-३ जग्गा । (ख) खड्क प्रसाद गौतमको नाममा रहेको बा. ९ प ४५३४ नं. को गाडी । <box>64 1354 575 1381</box>
ad-title: जलयात्रा कार्ड हरायो <box>48 1737 231 1771</box>
table-cell: CSGM/NCB/ WORKS-12/077-78 <box>88 786 176 843</box>
phulchoki-org: फुल्चोकी माध्यमिक विद्यालय <box>1279 1906 1478 1930</box>
phulchoki-th-0: S.No <box>1207 2045 1243 2062</box>
ad-detail: नाम थर : डेविड श्रेष्ठ <box>249 1905 327 1917</box>
table-row <box>636 1468 1190 1513</box>
ad-detail: नाम : सज्जन घले <box>55 2163 135 2177</box>
table-cell: २ <box>55 786 88 843</box>
imani-title: धितोमा रहेको जग्गा र गाडी लिलाम गर्ने १५ दिने सार्वजनिक सूचना <box>49 1034 591 1069</box>
table-row <box>1008 524 1216 541</box>
table-cell: ३९४ <box>1163 457 1216 475</box>
imani-borrower-table <box>59 1219 437 1334</box>
classified-ad-bimalekh-3 <box>627 1735 813 2000</box>
ad-price: (आनाको २० लाख) <box>1039 2159 1151 2178</box>
classified-banner-title: वर्गीकृत डिस्प्ले <box>109 1673 329 1722</box>
table-cell: प्रस्तावको ब्यहोरा <box>636 1281 725 1300</box>
ad-detail: फोन नं. : ९८४३६२३३१३ <box>1020 1951 1116 1964</box>
ad-detail: क्याम्पस : रत्न राज्यलक्ष्मी क्याम्पस <box>249 2193 392 2207</box>
table-cell: पोखरी भोरी गा.वि.स वडा नं. ८, काभ्रेपलाञ्चोक <box>168 1300 349 1313</box>
ad-detail: बीमालेख नं. : ४२०९०००३१९ <box>1020 1920 1133 1933</box>
table-cell: १६।२१९।काभ्रेपलाञ्चोक <box>168 1281 260 1293</box>
imani-org: इमानी बचत तथा ऋण सहकारी संस्था लि. <box>166 970 473 994</box>
ad-title: जग्गा बिक्रीमा <box>996 2010 1194 2050</box>
phulchoki-body: यस विद्यालयलाई आई सि टी (I.C.T.) निर्माण गर्न तोकेको सूची बमोजिमका तल उल्लेखित सामानहरू सिलबन्दी दरभाउपत्र द्वारा खरिद गर्नुपर्ने भएकोले यो सूचना प्रकाशित भएको मिति ७ दिन भित्र दैनिक १ बजेसम्म आफ्नो सिलबन्दी दरभाउ पत्र पेश गर्नुहुन अनुरोध छ । <box>1206 1992 1552 2036</box>
classified-rate-label: वर्गीकृत डिस्प्ले <box>408 1669 501 1689</box>
classified-ad-land <box>995 2008 1196 2267</box>
table-cell: तिलोत्तमा पब्लिक रेल्वे कम्पनि लि. तिलोत्तमा नगरपालिका वडा नं १, शंकर नगर, फोन नं ९७०-९८४१९२२०२३, ९७०-९८४७०४४२०४, ईमेल: tilottamarailways@gmail.com; वेबसाईड www.tilottamarailway.com <box>725 1248 1190 1281</box>
imani-body: अभियान राष्ट्रिय आर्थिक दैनिकमा सूचना प्रकाशित मिति : २०७७/१०/१५ तपशिलमा उल्लेखित ऋणी सदस्यले यस इमानी बचत तथा ऋण सहकारी संस्थाबाट लिनुभएको कर्जाको निज ऋणीले यस सहकारी संस्थासँग गरेको सम्झौता अनुसारको साँवा, ब्याज, हर्जाना तथा अन्य दै-दस्तुर संस्थामा नतिर्ने नबुझाउनु भएको हुँदा उल्लेखित ऋणी सदस्यलाई सहकारी संस्थाले पटक-पटक मौखिक, लिखित तरताकेता गर्दा समेत तपशिलमा उल्लेखित ऋणीले भुक्तानी नगरी तिर्न बुझाउन आउनु भएको छैन । कारोबार राष्ट्रिय आर्थिक दैनिकमा मिति २०७६/०६/१६ गते प्रथम पटक १५ दिने सार्वजनिक सूचना, अभियान राष्ट्रिय आर्थिक दैनिकमा मिति २०७७/०३/२२ मा दोस्रो पटक १५ दिने सार्वजनिक सूचना प्रकाशित गर्दा पनि तिर्न बुझाउन नआउनु भएकोले ऋणीले धितो राखेको निम्न सम्पत्ति लिलाम बिक्री गर्ने व्यहोरा यो सूचना मार्फत जानकारी गराइन्छ । धितो लिलाम बिक्री गरी प्राप्त रकमबाट सहकारी संस्थाको बाँकी बक्यौता असुल गर्दा नपुग रकम निज ऋणी र जमानतकर्ताबाट असुल उपर गरिनेछ । <box>57 1077 583 1176</box>
table-cell: १३,२९६ <box>1086 622 1163 639</box>
ad-contact-label: सम्पर्क : <box>592 2122 637 2139</box>
table-cell: Integrated CPU with Projector and in-built Interactive System with required accessories <box>1243 2080 1553 2110</box>
